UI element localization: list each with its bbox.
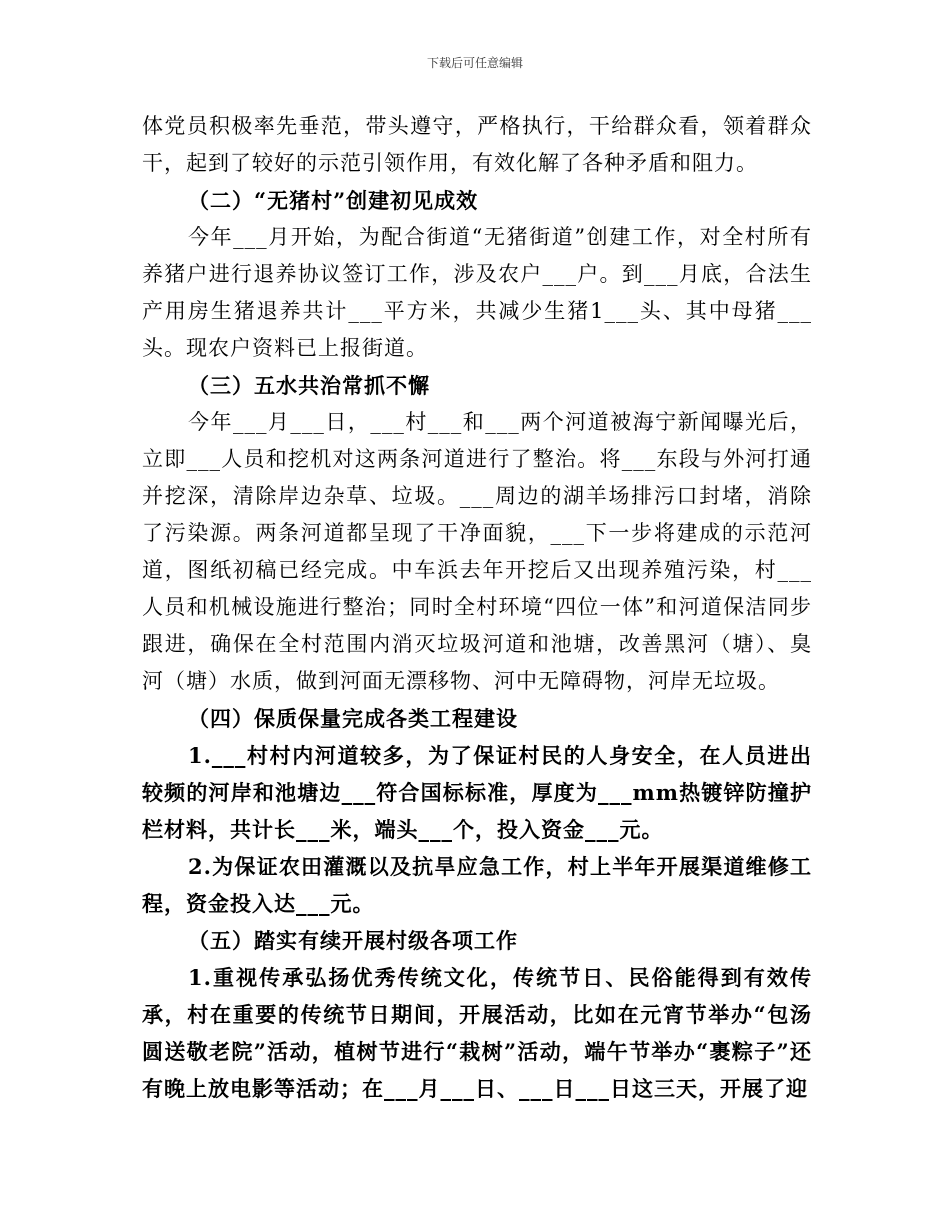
paragraph-4: 1.___村村内河道较多，为了保证村民的人身安全，在人员进出较频的河岸和池塘边___符合国标标准，厚度为___mm热镀锌防撞护栏材料，共计长___米，端头___个，投入资金___元。 [142, 743, 812, 842]
section-heading-3: （三）五水共治常抓不懈 [188, 373, 430, 398]
section-heading-4: （四）保质保量完成各类工程建设 [188, 706, 518, 731]
paragraph-6: 1.重视传承弘扬优秀传统文化，传统节日、民俗能得到有效传承，村在重要的传统节日期间，开展活动，比如在元宵节举办“包汤圆送敬老院”活动，植树节进行“栽树”活动，端午节举办“裹粽子”还有晚上放电影等活动；在___月___日、___日___日这三天，开展了迎 [142, 965, 812, 1101]
section-heading-5: （五）踏实有续开展村级各项工作 [188, 928, 518, 953]
paragraph-5: 2.为保证农田灌溉以及抗旱应急工作，村上半年开展渠道维修工程，资金投入达___元。 [142, 854, 812, 916]
section-heading-2: （二）“无猪村”创建初见成效 [188, 188, 479, 213]
paragraph-3: 今年___月___日，___村___和___两个河道被海宁新闻曝光后，立即___人员和挖机对这两条河道进行了整治。将___东段与外河打通并挖深，清除岸边杂草、垃圾。___周边的湖羊场排污口封堵，消除了污染源。两条河道都呈现了干净面貌，___下一步将建成的示范河道，图纸初稿已经完成。中车浜去年开挖后又出现养殖污染，村___人员和机械设施进行整治；同时全村环境“四位一体”和河道保洁同步跟进，确保在全村范围内消灭垃圾河道和池塘，改善黑河（塘）、臭河（塘）水质，做到河面无漂移物、河中无障碍物，河岸无垃圾。 [142, 410, 812, 693]
page-header: 下载后可任意编辑 [426, 56, 523, 70]
document-body [142, 108, 812, 1107]
paragraph-1: 体党员积极率先垂范，带头遵守，严格执行，干给群众看，领着群众干，起到了较好的示范引领作用，有效化解了各种矛盾和阻力。 [142, 114, 812, 175]
paragraph-2: 今年___月开始，为配合街道“无猪街道”创建工作，对全村所有养猪户进行退养协议签订工作，涉及农户___户。到___月底，合法生产用房生猪退养共计___平方米，共减少生猪1___头、其中母猪___头。现农户资料已上报街道。 [142, 225, 812, 360]
